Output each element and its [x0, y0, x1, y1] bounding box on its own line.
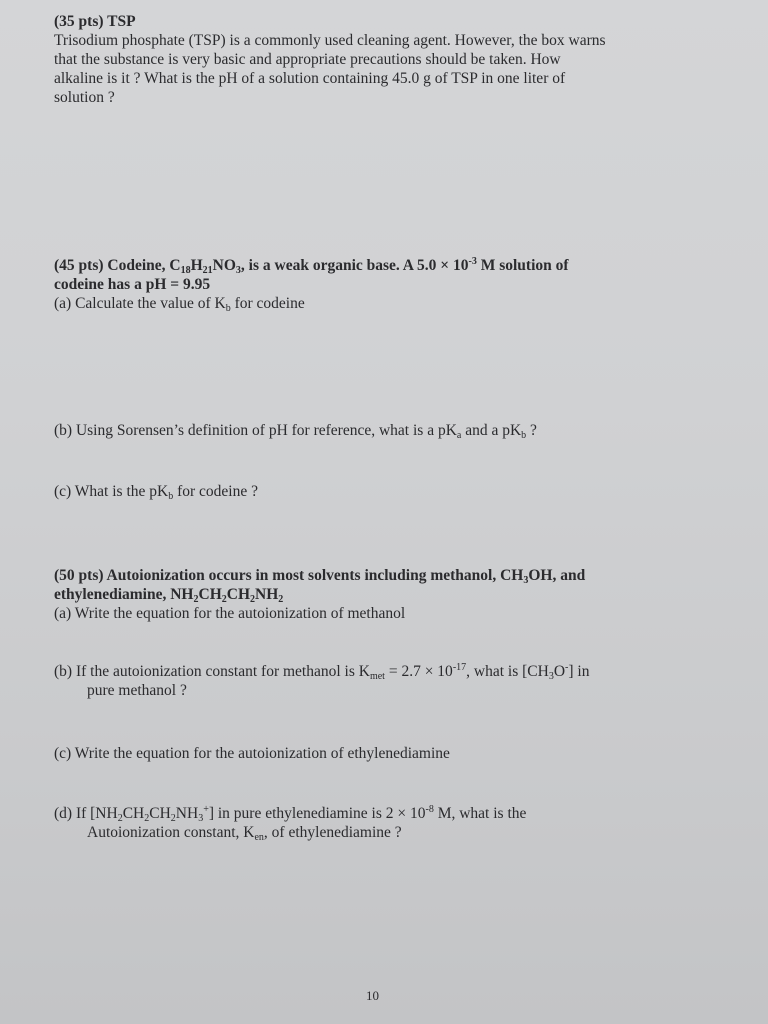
question-codeine-part-b: (b) Using Sorensen’s definition of pH for reference, what is a $pK_a$ and a $pK_b$ ? — [54, 422, 537, 441]
question-tsp-line-4: solution ? — [54, 89, 115, 106]
question-codeine-line-1: (45 pts) Codeine, $C_{18}H_{21}NO_3$, is a weak organic base. A $5.0 \times 10^{-3}$ M solution of — [54, 256, 569, 276]
question-codeine-line-2: codeine has a pH = 9.95 — [54, 276, 211, 293]
question-tsp-heading: (35 pts) TSP — [54, 13, 136, 30]
question-autoionization-line-1: (50 pts) Autoionization occurs in most solvents including methanol, $CH_3OH$, and — [54, 567, 586, 586]
page-number: 10 — [366, 988, 379, 1003]
question-autoionization-part-c: (c) Write the equation for the autoionization of ethylenediamine — [54, 745, 450, 762]
question-autoionization — [54, 566, 694, 623]
question-codeine-part-a: (a) Calculate the value of $K_b$ for codeine — [54, 295, 305, 314]
question-tsp — [54, 12, 694, 107]
question-codeine — [54, 256, 694, 313]
question-codeine-part-c: (c) What is the $pK_b$ for codeine ? — [54, 483, 258, 502]
question-autoionization-part-d: (d) If $[NH_2CH_2CH_2NH_3^+]$ in pure ethylenediamine is $2 \times 10^{-8}$ M, what is the Autoionization constant, $K_{en}$, of ethylenediamine ? — [54, 804, 527, 843]
question-tsp-line-3: alkaline is it ? What is the pH of a solution containing 45.0 g of TSP in one liter of — [54, 70, 566, 87]
question-autoionization-part-a: (a) Write the equation for the autoionization of methanol — [54, 605, 406, 622]
question-tsp-line-1: Trisodium phosphate (TSP) is a commonly used cleaning agent. However, the box warns — [54, 32, 606, 49]
question-tsp-line-2: that the substance is very basic and appropriate precautions should be taken. How — [54, 51, 561, 68]
question-autoionization-line-2: ethylenediamine, $NH_2CH_2CH_2NH_2$ — [54, 586, 284, 605]
question-autoionization-part-b: (b) If the autoionization constant for methanol is $K_{met} = 2.7 \times 10^{-17}$, what is $[CH_3O^-]$ in pure methanol ? — [54, 662, 590, 699]
